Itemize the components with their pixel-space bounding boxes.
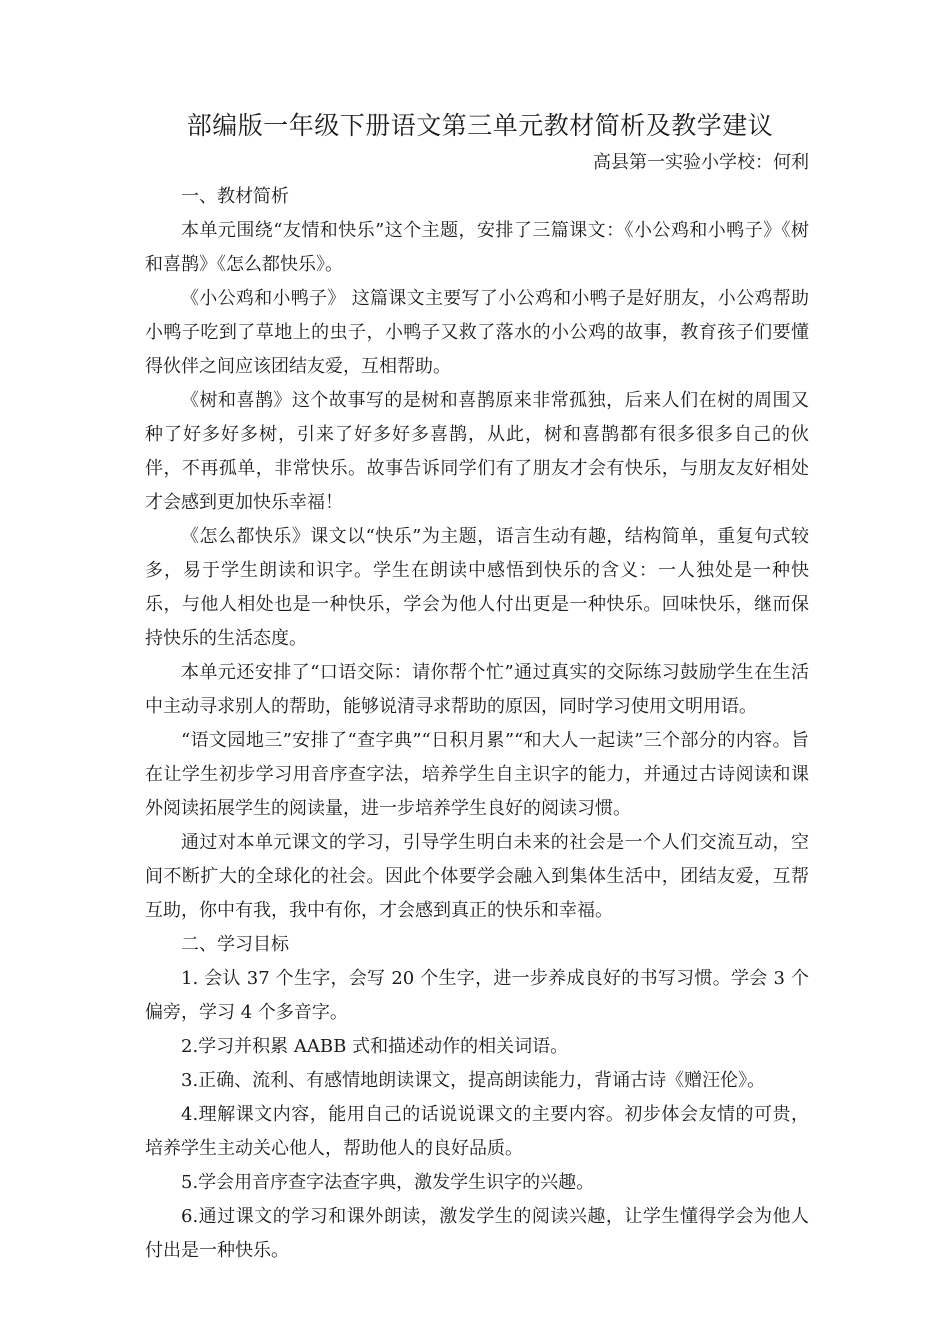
goal-item: 6.通过课文的学习和课外朗读，激发学生的阅读兴趣，让学生懂得学会为他人付出是一种快乐。 [145,1206,809,1261]
paragraph: 本单元围绕“友情和快乐”这个主题，安排了三篇课文：《小公鸡和小鸭子》《树和喜鹊》《怎么都快乐》。 [145,220,809,275]
goal-item: 2.学习并积累 AABB 式和描述动作的相关词语。 [181,1036,569,1057]
paragraph: 《怎么都快乐》课文以“快乐”为主题，语言生动有趣，结构简单，重复句式较多，易于学生朗读和识字。学生在朗读中感悟到快乐的含义：一人独处是一种快乐，与他人相处也是一种快乐，学会为他人付出更是一种快乐。回味快乐，继而保持快乐的生活态度。 [145,526,809,649]
author-line: 高县第一实验小学校：何利 [593,152,809,173]
paragraph: 《小公鸡和小鸭子》 这篇课文主要写了小公鸡和小鸭子是好朋友，小公鸡帮助小鸭子吃到了草地上的虫子，小鸭子又救了落水的小公鸡的故事，教育孩子们要懂得伙伴之间应该团结友爱，互相帮助。 [145,288,809,377]
section-heading: 二、学习目标 [181,934,289,955]
document-title: 部编版一年级下册语文第三单元教材简析及教学建议 [186,111,774,140]
paragraph: 通过对本单元课文的学习，引导学生明白未来的社会是一个人们交流互动，空间不断扩大的全球化的社会。因此个体要学会融入到集体生活中，团结友爱，互帮互助，你中有我，我中有你，才会感到真正的快乐和幸福。 [145,832,809,921]
goal-item: 3.正确、流利、有感情地朗读课文，提高朗读能力，背诵古诗《赠汪伦》。 [181,1070,766,1091]
section-analysis [145,180,809,928]
section-goals [145,928,809,1268]
paragraph: 《树和喜鹊》这个故事写的是树和喜鹊原来非常孤独，后来人们在树的周围又种了好多好多树，引来了好多好多喜鹊，从此，树和喜鹊都有很多很多自己的伙伴，不再孤单，非常快乐。故事告诉同学们有了朋友才会有快乐，与朋友友好相处才会感到更加快乐幸福！ [145,390,809,513]
goal-item: 1. 会认 37 个生字，会写 20 个生字，进一步养成良好的书写习惯。学会 3 个偏旁，学习 4 个多音字。 [145,968,809,1023]
section-heading: 一、教材简析 [181,186,289,207]
goal-item: 4.理解课文内容，能用自己的话说说课文的主要内容。初步体会友情的可贵，培养学生主动关心他人，帮助他人的良好品质。 [145,1104,809,1159]
paragraph: 本单元还安排了“口语交际：请你帮个忙”通过真实的交际练习鼓励学生在生活中主动寻求别人的帮助，能够说清寻求帮助的原因，同时学习使用文明用语。 [145,662,809,717]
goal-item: 5.学会用音序查字法查字典，激发学生识字的兴趣。 [181,1172,595,1193]
paragraph: “语文园地三”安排了“查字典”“日积月累”“和大人一起读”三个部分的内容。旨在让学生初步学习用音序查字法，培养学生自主识字的能力，并通过古诗阅读和课外阅读拓展学生的阅读量，进一步培养学生良好的阅读习惯。 [145,730,809,819]
document-page [145,104,809,1268]
